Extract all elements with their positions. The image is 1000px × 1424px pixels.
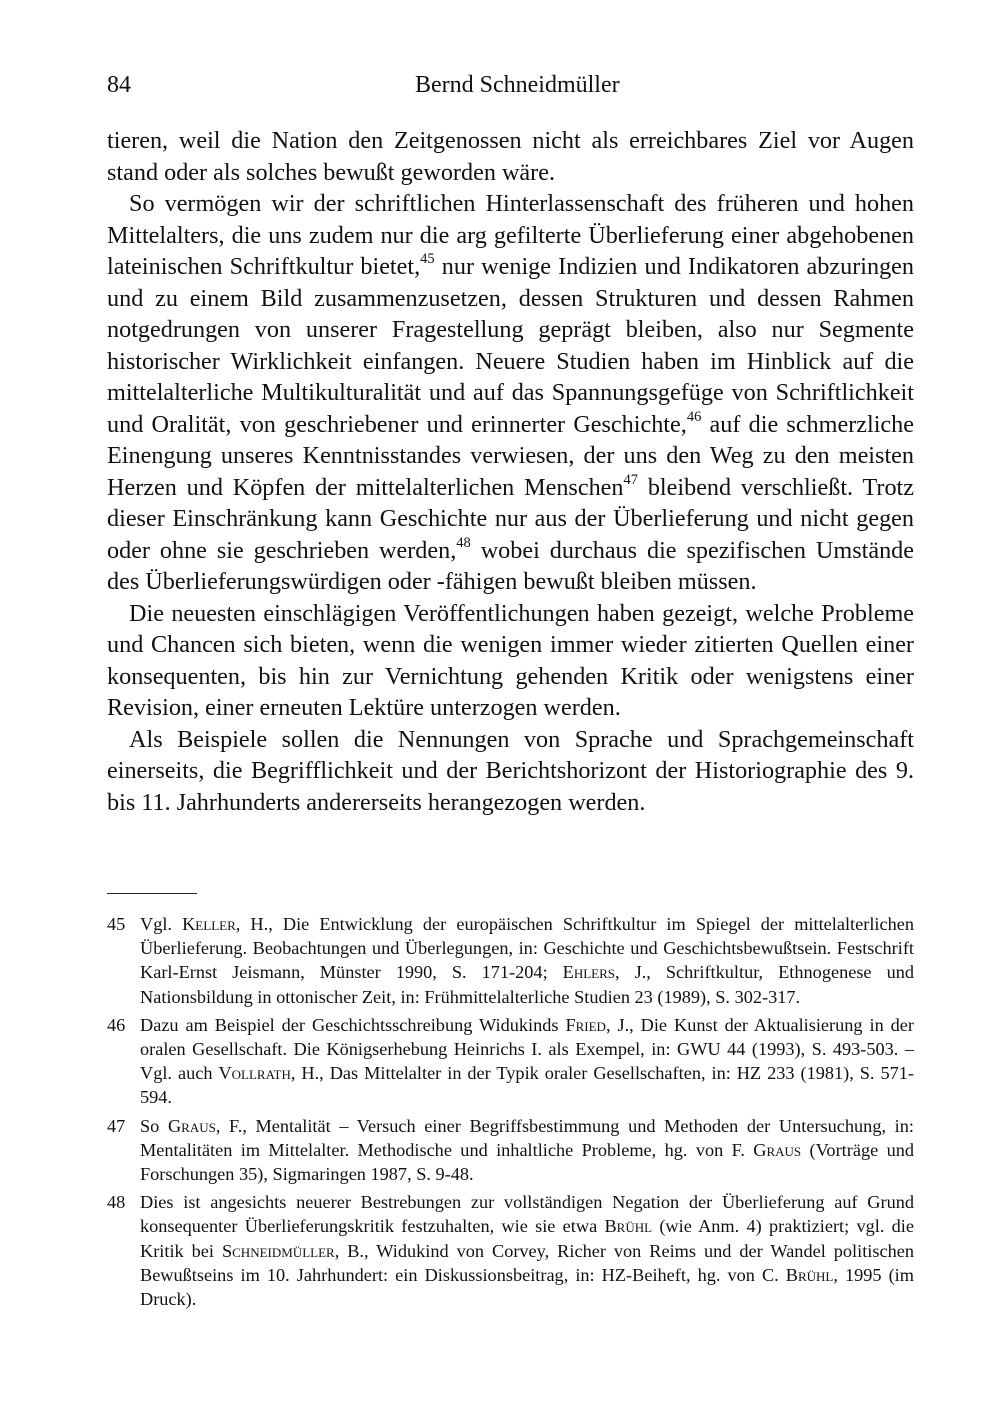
footnote-number: 47	[107, 1115, 126, 1136]
footnote-segment: So	[140, 1115, 168, 1136]
paragraph-3: Die neuesten einschlägigen Veröffentlichungen haben gezeigt, welche Probleme und Chancen sich bieten, wenn die wenigen immer wieder zitierten Quellen einer konsequenten, bis hin zur Vernichtung gehenden Kritik oder wenigstens einer Revision, einer erneuten Lektüre unterzogen werden.	[107, 599, 914, 721]
footnote-text	[140, 1190, 914, 1311]
author-name: Graus	[167, 1115, 216, 1136]
paragraph-2-part-2: nur wenige Indizien und Indikatoren abzuringen und zu einem Bild zusammenzusetzen, dessen Strukturen und dessen Rahmen notgedrungen von unserer Fragestellung geprägt bleiben, also nur Segmente historischer Wirklichkeit einfangen. Neuere Studien haben im Hinblick auf die mittelalterliche Multikulturalität und auf das Spannungsgefüge von Schriftlichkeit und Oralität, von geschriebener und erinnerter Geschichte,	[107, 253, 914, 438]
footnote-segment: (Vorträge und Forschungen 35), Sigmaringen 1987, S. 9-48.	[140, 1139, 914, 1185]
footnote-segment: , H., Die Entwicklung der europäischen Schriftkultur im Spiegel der mittelalterlichen Überlieferung. Beobachtungen und Überlegungen, in: Geschichte und Geschichtsbewußtsein. Festschrift Karl-Ernst Jeismann, Münster 1990, S. 171-204;	[140, 914, 915, 983]
footnote-text	[140, 1013, 914, 1110]
footnote-segment: (wie Anm. 4) praktiziert; vgl. die Kritik bei	[140, 1216, 914, 1261]
footnote-number: 48	[107, 1192, 126, 1213]
author-name: Fried	[565, 1014, 606, 1035]
body-text	[107, 125, 914, 818]
footnote-segment: , 1995 (im Druck).	[140, 1264, 914, 1310]
footnote-47	[107, 1114, 914, 1187]
footnote-segment: Vgl.	[140, 914, 183, 934]
page-number: 84	[107, 72, 131, 98]
paragraph-2-part-5: wobei durchaus die spezifischen Umstände des Überlieferungswürdigen oder -fähigen bewußt bleiben müssen.	[107, 536, 914, 595]
author-name: Vollrath	[218, 1063, 291, 1084]
footnote-ref-45[interactable]: 45	[420, 251, 435, 268]
footnotes	[107, 912, 914, 1315]
footnote-number: 45	[107, 914, 126, 934]
author-name: Ehlers	[562, 962, 616, 983]
paragraph-2-part-1: So vermögen wir der schriftlichen Hinterlassenschaft des früheren und hohen Mittelalters, die uns zudem nur die arg gefilterte Überlieferung einer abgehobenen lateinischen Schriftkultur bietet,	[107, 190, 914, 280]
running-head: Bernd Schneidmüller	[415, 72, 620, 98]
footnote-segment: , B., Widukind von Corvey, Richer von Reims und der Wandel politischen Bewußtseins im 10. Jahrhundert: ein Diskussionsbeitrag, in: HZ-Beiheft, hg. von C.	[140, 1240, 914, 1285]
paragraph-1: tieren, weil die Nation den Zeitgenossen nicht als erreichbares Ziel vor Augen stand oder als solches bewußt geworden wäre.	[107, 127, 914, 186]
footnote-segment: Dazu am Beispiel der Geschichtsschreibung Widukinds	[140, 1014, 566, 1035]
footnote-text	[140, 1114, 914, 1187]
footnote-text	[140, 912, 914, 1009]
footnote-48	[107, 1190, 914, 1311]
footnote-ref-48[interactable]: 48	[456, 534, 471, 551]
footnote-segment: , J., Die Kunst der Aktualisierung in der oralen Gesellschaft. Die Königserhebung Heinrichs I. als Exempel, in: GWU 44 (1993), S. 493-503. – Vgl. auch	[140, 1014, 914, 1084]
author-name: Graus	[753, 1139, 802, 1160]
author-name: Schneidmüller	[221, 1240, 335, 1261]
footnote-46	[107, 1013, 914, 1110]
footnote-segment: , J., Schriftkultur, Ethnogenese und Nationsbildung in ottonischer Zeit, in: Frühmittelalterliche Studien 23 (1989), S. 302-317.	[140, 962, 914, 1007]
footnote-ref-47[interactable]: 47	[623, 471, 639, 488]
paragraph-2-part-3: auf die schmerzliche Einengung unseres Kenntnisstandes verwiesen, der uns den Weg zu den meisten Herzen und Köpfen der mittelalterlichen Menschen	[107, 410, 914, 501]
author-name: Brühl	[785, 1264, 834, 1285]
author-name: Keller	[182, 914, 236, 934]
author-name: Brühl	[604, 1216, 653, 1237]
footnote-segment: Dies ist angesichts neuerer Bestrebungen zur vollständigen Negation der Überlieferung auf Grund konsequenter Überlieferungskritik festzuhalten, wie sie etwa	[140, 1192, 914, 1237]
paragraph-2-part-4: bleibend verschließt. Trotz dieser Einschränkung kann Geschichte nur aus der Überlieferung und nicht gegen oder ohne sie geschrieben werden,	[107, 473, 914, 564]
footnote-45	[107, 912, 914, 1009]
footnote-divider	[107, 893, 197, 894]
footnote-number: 46	[107, 1014, 126, 1035]
footnote-ref-46[interactable]: 46	[686, 408, 702, 425]
footnote-segment: , H., Das Mittelalter in der Typik oraler Gesellschaften, in: HZ 233 (1981), S. 571-594.	[140, 1063, 914, 1108]
footnote-segment: , F., Mentalität – Versuch einer Begriffsbestimmung und Methoden der Untersuchung, in: Mentalitäten im Mittelalter. Methodische und inhaltliche Probleme, hg. von F.	[140, 1115, 914, 1160]
paragraph-4: Als Beispiele sollen die Nennungen von Sprache und Sprachgemeinschaft einerseits, die Begrifflichkeit und der Berichtshorizont der Historiographie des 9. bis 11. Jahrhunderts andererseits herangezogen werden.	[107, 725, 914, 816]
paragraph-2	[107, 188, 914, 598]
